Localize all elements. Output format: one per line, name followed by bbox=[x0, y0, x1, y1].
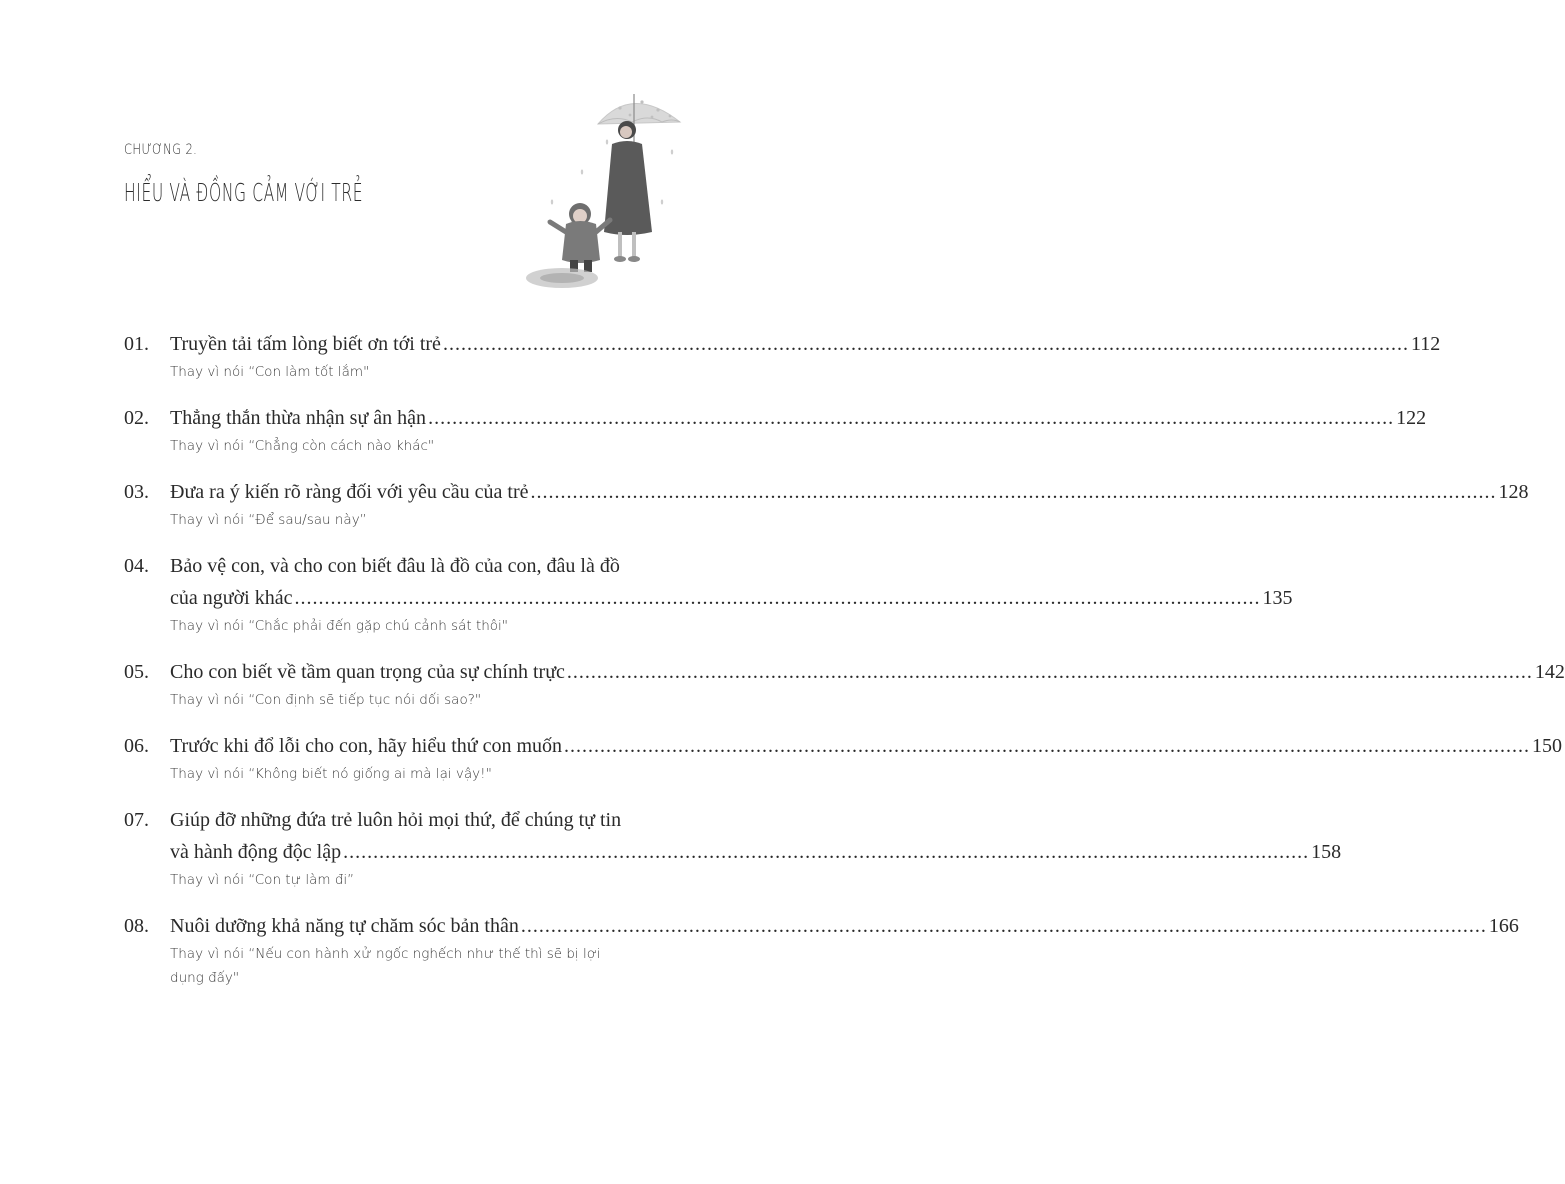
entry-title: Trước khi đổ lỗi cho con, hãy hiểu thứ con muốn bbox=[170, 735, 563, 757]
entry-title: Đưa ra ý kiến rõ ràng đối với yêu cầu của trẻ bbox=[170, 481, 529, 503]
page-number: 135 bbox=[1262, 587, 1293, 609]
entry-title-line1: Giúp đỡ những đứa trẻ luôn hỏi mọi thứ, để chúng tự tin bbox=[170, 809, 622, 831]
page-number: 112 bbox=[1410, 333, 1441, 355]
entry-subtitle: Thay vì nói “Con tự làm đi” bbox=[170, 872, 355, 888]
page-number: 122 bbox=[1396, 407, 1427, 429]
toc-entry-05[interactable] bbox=[124, 656, 1565, 712]
page-number: 142 bbox=[1534, 661, 1565, 683]
entry-subtitle: Thay vì nói “Con định sẽ tiếp tục nói dối sao?" bbox=[170, 692, 482, 708]
entry-subtitle: Thay vì nói “Con làm tốt lắm" bbox=[170, 364, 370, 380]
entry-number: 07. bbox=[124, 809, 149, 831]
toc-entry-07[interactable] bbox=[124, 804, 1342, 892]
page-number: 166 bbox=[1488, 915, 1519, 937]
entry-title: Truyền tải tấm lòng biết ơn tới trẻ bbox=[170, 333, 441, 355]
entry-title-line1: Bảo vệ con, và cho con biết đâu là đồ của con, đâu là đồ bbox=[170, 555, 620, 577]
entry-title-line2: của người khác bbox=[170, 587, 293, 609]
dot-leader bbox=[294, 582, 1260, 614]
entry-number: 08. bbox=[124, 915, 149, 937]
entry-title: Thẳng thắn thừa nhận sự ân hận bbox=[170, 407, 427, 429]
entry-number: 04. bbox=[124, 555, 149, 577]
page-number: 128 bbox=[1498, 481, 1529, 503]
toc-entry-02[interactable] bbox=[124, 402, 1427, 458]
entry-subtitle-line1: Thay vì nói “Nếu con hành xử ngốc nghếch như thế thì sẽ bị lợi bbox=[170, 946, 601, 962]
entry-number: 05. bbox=[124, 661, 149, 683]
entry-number: 01. bbox=[124, 333, 149, 355]
dot-leader bbox=[343, 836, 1309, 868]
toc-entry-04[interactable] bbox=[124, 550, 1293, 638]
entry-subtitle: Thay vì nói “Không biết nó giống ai mà lại vậy!" bbox=[170, 766, 492, 782]
page-number: 158 bbox=[1311, 841, 1342, 863]
toc-entry-06[interactable] bbox=[124, 730, 1563, 786]
dot-leader bbox=[531, 476, 1497, 508]
entry-number: 06. bbox=[124, 735, 149, 757]
page-number: 150 bbox=[1532, 735, 1563, 757]
entry-number: 02. bbox=[124, 407, 149, 429]
dot-leader bbox=[564, 730, 1530, 762]
chapter-title: HIỂU VÀ ĐỒNG CẢM VỚI TRẺ bbox=[124, 178, 364, 207]
chapter-label: CHƯƠNG 2. bbox=[124, 142, 198, 158]
dot-leader bbox=[428, 402, 1394, 434]
dot-leader bbox=[521, 910, 1487, 942]
toc-entry-08[interactable] bbox=[124, 910, 1519, 990]
entry-subtitle-line2: dụng đấy" bbox=[170, 970, 240, 986]
entry-subtitle: Thay vì nói “Chắc phải đến gặp chú cảnh sát thôi" bbox=[170, 618, 509, 634]
toc-entry-01[interactable] bbox=[124, 328, 1441, 384]
entry-title: Nuôi dưỡng khả năng tự chăm sóc bản thân bbox=[170, 915, 519, 937]
table-of-contents bbox=[124, 328, 1565, 990]
entry-title: Cho con biết về tầm quan trọng của sự chính trực bbox=[170, 661, 565, 683]
rain-umbrella-illustration bbox=[512, 82, 687, 302]
entry-number: 03. bbox=[124, 481, 149, 503]
entry-subtitle: Thay vì nói “Để sau/sau này” bbox=[170, 512, 367, 528]
toc-entry-03[interactable] bbox=[124, 476, 1529, 532]
dot-leader bbox=[567, 656, 1533, 688]
entry-title-line2: và hành động độc lập bbox=[170, 841, 342, 863]
dot-leader bbox=[443, 328, 1409, 360]
entry-subtitle: Thay vì nói “Chẳng còn cách nào khác" bbox=[170, 438, 435, 454]
